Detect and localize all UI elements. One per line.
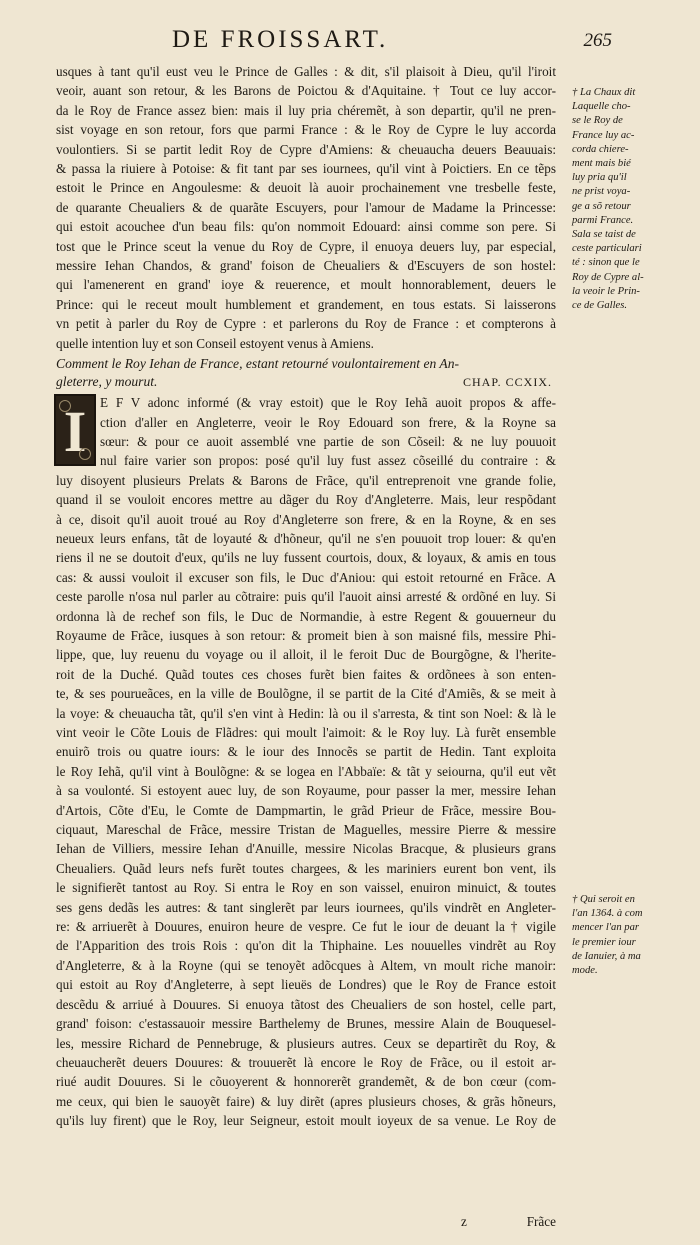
text-line: qui estoit acouchee d'un beau fils: qu'on nommoit Edouard: ainsi comme son pere. Si	[56, 219, 556, 235]
text-line: luy disoyent plusieurs Prelats & Barons de Frãce, qu'il entreprenoit vne grande folie,	[56, 472, 556, 488]
text-line: usques à tant qu'il eust veu le Prince de Galles : & dit, s'il plaisoit à Dieu, qu'il l'iroit	[56, 64, 556, 79]
text-line: qu'ils luy firent) que le Roy, leur Seigneur, estoit moult ioyeux de sa venue. Le Roy de	[56, 1113, 556, 1129]
note-line: Sala se taist de	[572, 229, 636, 241]
note-line: † La Chaux dit	[572, 87, 636, 98]
text-line: à sa voulonté. Si estoyent auec luy, de son Royaume, pour passer la mer, messire Iehan	[56, 783, 556, 799]
text-line: vn petit à parler du Roy de Cypre : et parlerons du Roy de France : et compterons à	[56, 316, 556, 332]
text-line: ction d'aller en Angleterre, veoir le Roy Edouard son frere, & la Royne sa	[100, 414, 556, 430]
text-line: re: & arriuerẽt à Douures, enuiron heure de vespre. Ce fut le iour de deuant la † vigile	[56, 919, 556, 935]
text-line: le Roy Iehã, qu'il vint à Boulõgne: & se logea en l'Abbaïe: & tãt y seiourna, qu'il eut vẽt	[56, 763, 556, 779]
note-line: té : sinon que le	[572, 257, 640, 269]
text-line: ordonna là de rechef son fils, le Duc de Normandie, à estre Regent & gouuerneur du	[56, 608, 556, 624]
page-number: 265	[583, 30, 612, 51]
catchword: Frãce	[526, 1214, 556, 1229]
note-line: France luy ac-	[572, 129, 635, 141]
margin-note-1364	[572, 893, 694, 978]
text-line: de quarante Cheualiers & de quarãte Escuyers, pour l'amour de Madame la Princesse:	[56, 199, 556, 215]
text-line: Prince: qui le receut moult humblement et grandement, en tous estats. Si laisserons	[56, 296, 556, 312]
chapter-heading-line2: gleterre, y mourut.	[56, 374, 158, 390]
main-text-column	[56, 62, 556, 1131]
text-line: ses gens dedãs les autres: & tant singlerẽt par leurs iournees, qu'ils vindrẽt en Angleter-	[56, 899, 556, 915]
note-line: ceste particulari	[572, 243, 642, 255]
page-footer	[56, 1214, 556, 1236]
chapter-number: CHAP. CCXIX.	[462, 375, 552, 390]
text-line: Iehan de Villiers, messire Iehan d'Anuille, messire Nicolas Bracque, & plusieurs grans	[56, 841, 556, 857]
text-line: estoit le Prince en Angoulesme: & deuoit là auoir prochainement vne tresbelle feste,	[56, 180, 556, 196]
text-line: & passa la riuiere à Potoise: & fit tant par ses iournees, qu'il vint à Poictiers. En ce tẽps	[56, 161, 556, 177]
text-line: tost que le Prince sceut la venue du Roy de Cypre, il enuoya deuers luy, par especial,	[56, 238, 556, 254]
chapter-heading	[56, 355, 556, 391]
note-line: la veoir le Prin-	[572, 285, 640, 297]
text-line: les, messire Richard de Pennebruge, & plusieurs autres. Ceux se departirẽt du Roy, &	[56, 1035, 556, 1051]
note-line: Laquelle cho-	[572, 101, 631, 113]
note-line: ge a sõ retour	[572, 200, 631, 212]
text-line: d'Artois, Cõte d'Eu, le Comte de Dampmartin, le grãd Prieur de Frãce, messire Bou-	[56, 802, 556, 818]
text-line: sist voyage en son retour, fors que parmi France : & le Roy de Cypre le luy accorda	[56, 122, 556, 138]
note-line: ne prist voya-	[572, 186, 631, 198]
text-line: da le Roy de France assez bien: mais il luy pria chéremẽt, à son departir, qu'il ne pren-	[56, 102, 556, 118]
page-header	[0, 26, 700, 60]
text-line: descẽdu & arriué à Douures. Si enuoya tãtost des Cheualiers de son hostel, celle part,	[56, 996, 556, 1012]
note-line: luy pria qu'il	[572, 172, 627, 184]
text-line: voulontiers. Si se partit ledit Roy de Cypre d'Amiens: & cheuaucha deuers Beauuais:	[56, 141, 556, 157]
note-line: corda chiere-	[572, 143, 629, 155]
text-line: grand' foison: c'estassauoir messire Barthelemy de Brunes, messire Alain de Bouquesel-	[56, 1016, 556, 1032]
text-line: vint veoir le Cõte Louis de Flãdres: qui moult l'aimoit: & le Roy luy. Là furẽt ensemble	[56, 725, 556, 740]
text-line: nul faire varier son propos: posé qu'il luy fust assez cõseillé du contraire : &	[100, 453, 556, 469]
text-line: d'Angleterre, & à la Royne (qui se tenoyẽt adõcques à Altem, vn moult riche manoir:	[56, 957, 556, 973]
note-line: mencer l'an par	[572, 922, 639, 934]
text-line: riens il ne se doutoit d'eux, qu'ils ne luy fussent courtois, doux, & loyaux, & amis en tous	[56, 550, 556, 566]
text-line: veoir, auant son retour, & les Barons de Poictou & d'Aquitaine. † Tout ce luy accor-	[56, 83, 556, 99]
text-line: Royaume de Frãce, iusques à son retour: & promeit bien à son maisné fils, messire Phi-	[56, 627, 556, 643]
text-line: sœur: & pour ce auoit assemblé vne partie de son Cõseil: & ne luy pouuoit	[100, 433, 556, 449]
chapter-paragraph	[56, 393, 556, 1130]
text-line: ceste parolle n'osa nul parler au cõtraire: puis qu'il l'auoit ainsi arresté & ordõné en luy. Si	[56, 589, 556, 605]
note-line: parmi France.	[572, 214, 634, 226]
margin-note-la-chaux	[572, 86, 694, 313]
chapter-heading-line1: Comment le Roy Iehan de France, estant retourné voulontairement en An-	[56, 356, 460, 372]
note-line: ce de Galles.	[572, 300, 628, 312]
text-line: enuirõ trois ou quatre iours: & le iour des Innocẽs se partit de Hedin. Tant exploita	[56, 744, 556, 760]
note-line: l'an 1364. à com	[572, 908, 643, 920]
chapter-body	[56, 393, 556, 1130]
text-line: quand il se vouloit encores mettre au dãger du Roy d'Angleterre. Mais, leur respõdant	[56, 492, 556, 508]
text-line: ciquaut, Mareschal de Frãce, messire Tristan de Maguelles, messire Pierre & messire	[56, 822, 556, 838]
decorated-initial: I	[54, 394, 96, 466]
running-head: DE FROISSART.	[172, 26, 389, 53]
text-line: lippe, que, luy reuenu du voyage ou il alloit, il le feroit Duc de Bourgõgne, & l'herite-	[56, 647, 556, 663]
text-line: le signifierẽt tantost au Roy. Si entra le Roy en son vaissel, enuiron minuict, & toutes	[56, 880, 556, 896]
text-line: cheuaucherẽt deuers Douures: & trouuerẽt là encore le Roy de Frãce, ou il estoit ar-	[56, 1054, 556, 1070]
text-line: riué audit Douures. Si le cõuoyerent & honnorerẽt grandemẽt, & de bon cœur (com-	[56, 1074, 556, 1090]
signature-mark: z	[461, 1214, 467, 1229]
text-line: neueux leurs enfans, tãt de loyauté & d'hõneur, qu'il ne s'en pouuoit trop louer: & qu'en	[56, 530, 556, 546]
note-line: † Qui seroit en	[572, 894, 635, 905]
text-line: te, & ses pourueãces, en la ville de Boulõgne, il se partit de la Cité d'Amiẽs, & se meit à	[56, 686, 556, 702]
note-line: de Ianuier, à ma	[572, 950, 641, 962]
note-line: se le Roy de	[572, 115, 623, 127]
text-line: la voye: & cheuaucha tãt, qu'il s'en vint à Hedin: là ou il s'arresta, & tint son Noel: & là le	[56, 705, 556, 721]
text-line: roit de la Duché. Quãd toutes ces choses furẽt bien faites & ordõnees à son enten-	[56, 666, 556, 682]
text-line: messire Iehan Chandos, & grand' foison de Cheualiers & d'Escuyers de son hostel:	[56, 258, 556, 274]
text-line: quelle intention luy et son Conseil estoyent venus à Amiens.	[56, 335, 374, 351]
text-line: cas: & aussi vouloit il excuser son fils, le Duc d'Aniou: qui estoit retourné en Frãce. A	[56, 569, 556, 585]
section-paragraph	[56, 62, 556, 353]
note-line: Roy de Cypre al-	[572, 271, 644, 283]
note-line: mode.	[572, 965, 598, 977]
text-line: Cheualiers. Quãd leurs nefs furẽt toutes chargees, & les mariniers eurent bon vent, ils	[56, 860, 556, 876]
text-line: me ceux, qui bien le sauoyẽt faire) & luy dirẽt (apres plusieurs choses, & grãs hõneurs,	[56, 1093, 556, 1109]
text-line: à ce, disoit qu'il auoit troué au Roy d'Angleterre son frere, & en la Royne, & en ses	[56, 511, 556, 527]
text-line: E F V adonc informé (& vray estoit) que le Roy Iehã auoit propos & affe-	[100, 395, 556, 411]
text-line: qui l'amenerent en grand' ioye & reuerence, et moult honnorablement, deuers le	[56, 277, 556, 293]
text-line: qui estoit au Roy d'Angleterre, à sept lieuës de Londres) que le Roy de France estoit	[56, 977, 556, 993]
note-line: ment mais bié	[572, 158, 631, 170]
text-line: de l'Apparition des trois Rois : qu'on dit la Thiphaine. Les nouuelles vindrẽt au Roy	[56, 938, 556, 954]
note-line: le premier iour	[572, 936, 636, 948]
